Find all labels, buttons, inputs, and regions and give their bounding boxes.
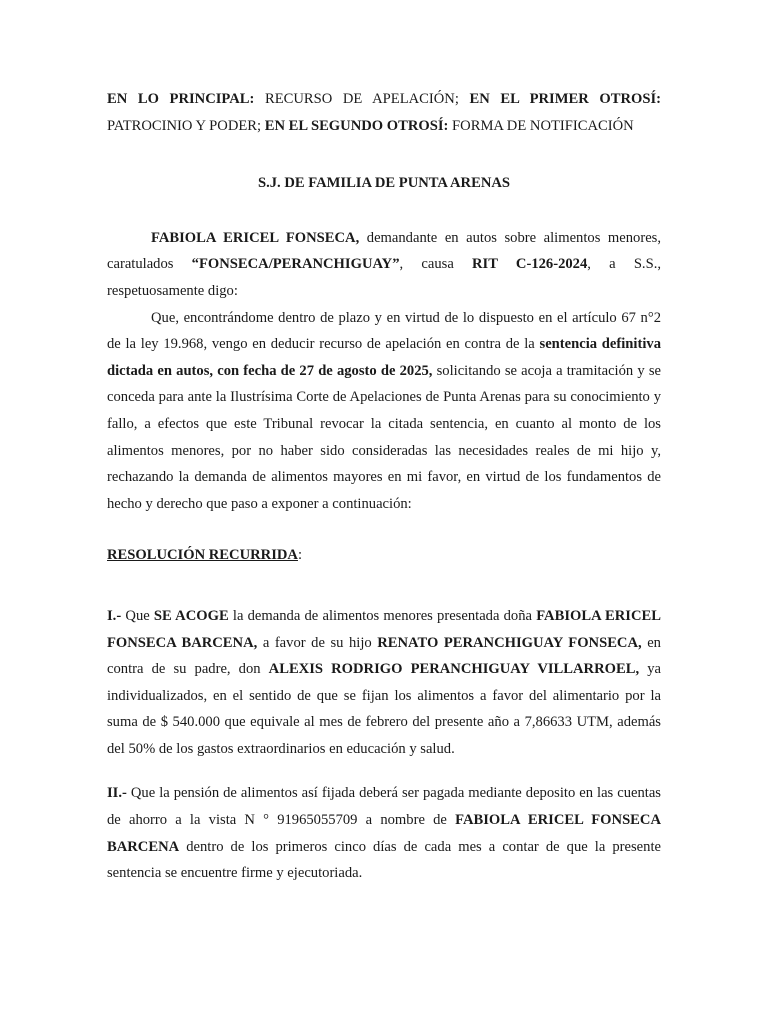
item1-text-1: Que <box>121 607 154 624</box>
resolution-title: RESOLUCIÓN RECURRIDA <box>107 547 298 564</box>
item1-text-4: en contra de su padre, don <box>107 634 661 678</box>
principal-label: EN LO PRINCIPAL: <box>107 91 255 107</box>
otrosi2-label: EN EL SEGUNDO OTROSÍ: <box>264 117 449 134</box>
intro-text-1: demandante en autos sobre alimentos menores, caratulados <box>107 229 662 273</box>
resolution-heading <box>107 542 661 569</box>
intro-text-2: , causa <box>399 256 473 273</box>
appeal-judgment-ref: sentencia definitiva dictada en autos, con fecha de 27 de agosto de 2025, <box>107 336 661 379</box>
case-title: “FONSECA/PERANCHIGUAY” <box>191 256 400 273</box>
appeal-text-1: Que, encontrándome dentro de plazo y en virtud de lo dispuesto en el artículo 67 n°2 de la ley 19.968, vengo en deducir recurso de apelación en contra de la <box>107 309 661 353</box>
item2-number: II.- <box>107 785 127 802</box>
resolution-item-2 <box>107 780 661 886</box>
case-rit: RIT C-126-2024 <box>472 256 588 273</box>
court-title: S.J. DE FAMILIA DE PUNTA ARENAS <box>257 175 511 192</box>
appeal-paragraph <box>107 305 661 518</box>
document-page <box>107 86 661 887</box>
principal-text: RECURSO DE APELACIÓN; <box>254 91 470 107</box>
intro-paragraph <box>107 225 661 305</box>
item1-text-5: ya individualizados, en el sentido de que se fijan los alimentos a favor del alimentario por la suma de $ 540.000 que equivale al mes de febrero del presente año a 7,86633 UTM, además del 50% de los gastos extraordinarios en educación y salud. <box>107 661 661 757</box>
item1-text-2: la demanda de alimentos menores presentada doña <box>228 607 537 624</box>
document-heading <box>107 86 661 139</box>
plaintiff-name: FABIOLA ERICEL FONSECA, <box>151 229 360 246</box>
item1-name-2: RENATO PERANCHIGUAY FONSECA, <box>377 634 642 651</box>
otrosi1-text: PATROCINIO Y PODER; <box>107 117 265 134</box>
item1-number: I.- <box>107 607 122 624</box>
item1-name-3: ALEXIS RODRIGO PERANCHIGUAY VILLARROEL, <box>268 661 640 678</box>
item2-text-2: dentro de los primeros cinco días de cada mes a contar de que la presente sentencia se encuentre firme y ejecutoriada. <box>107 838 661 882</box>
otrosi2-text: FORMA DE NOTIFICACIÓN <box>448 117 634 134</box>
resolution-item-1 <box>107 603 661 763</box>
item2-name: FABIOLA ERICEL FONSECA BARCENA <box>107 812 661 855</box>
appeal-text-2: solicitando se acoja a tramitación y se conceda para ante la Ilustrísima Corte de Apelaciones de Punta Arenas para su conocimiento y fallo, a efectos que este Tribunal revocar la citada sentencia, en cuanto al monto de los alimentos menores, por no haber sido consideradas las necesidades reales de mi hijo y, rechazando la demanda de alimentos mayores en mi favor, en virtud de los fundamentos de hecho y derecho que paso a exponer a continuación: <box>107 362 661 512</box>
resolution-colon: : <box>297 547 303 564</box>
item1-name-1: FABIOLA ERICEL FONSECA BARCENA, <box>107 607 661 651</box>
item1-text-3: a favor de su hijo <box>257 634 378 651</box>
item2-text-1: Que la pensión de alimentos así fijada deberá ser pagada mediante deposito en las cuentas de ahorro a la vista N ° 91965055709 a nombre de <box>107 785 661 829</box>
item1-se-acoge: SE ACOGE <box>153 607 229 624</box>
intro-text-3: , a S.S., respetuosamente digo: <box>107 256 661 299</box>
otrosi1-label: EN EL PRIMER OTROSÍ: <box>469 91 661 107</box>
